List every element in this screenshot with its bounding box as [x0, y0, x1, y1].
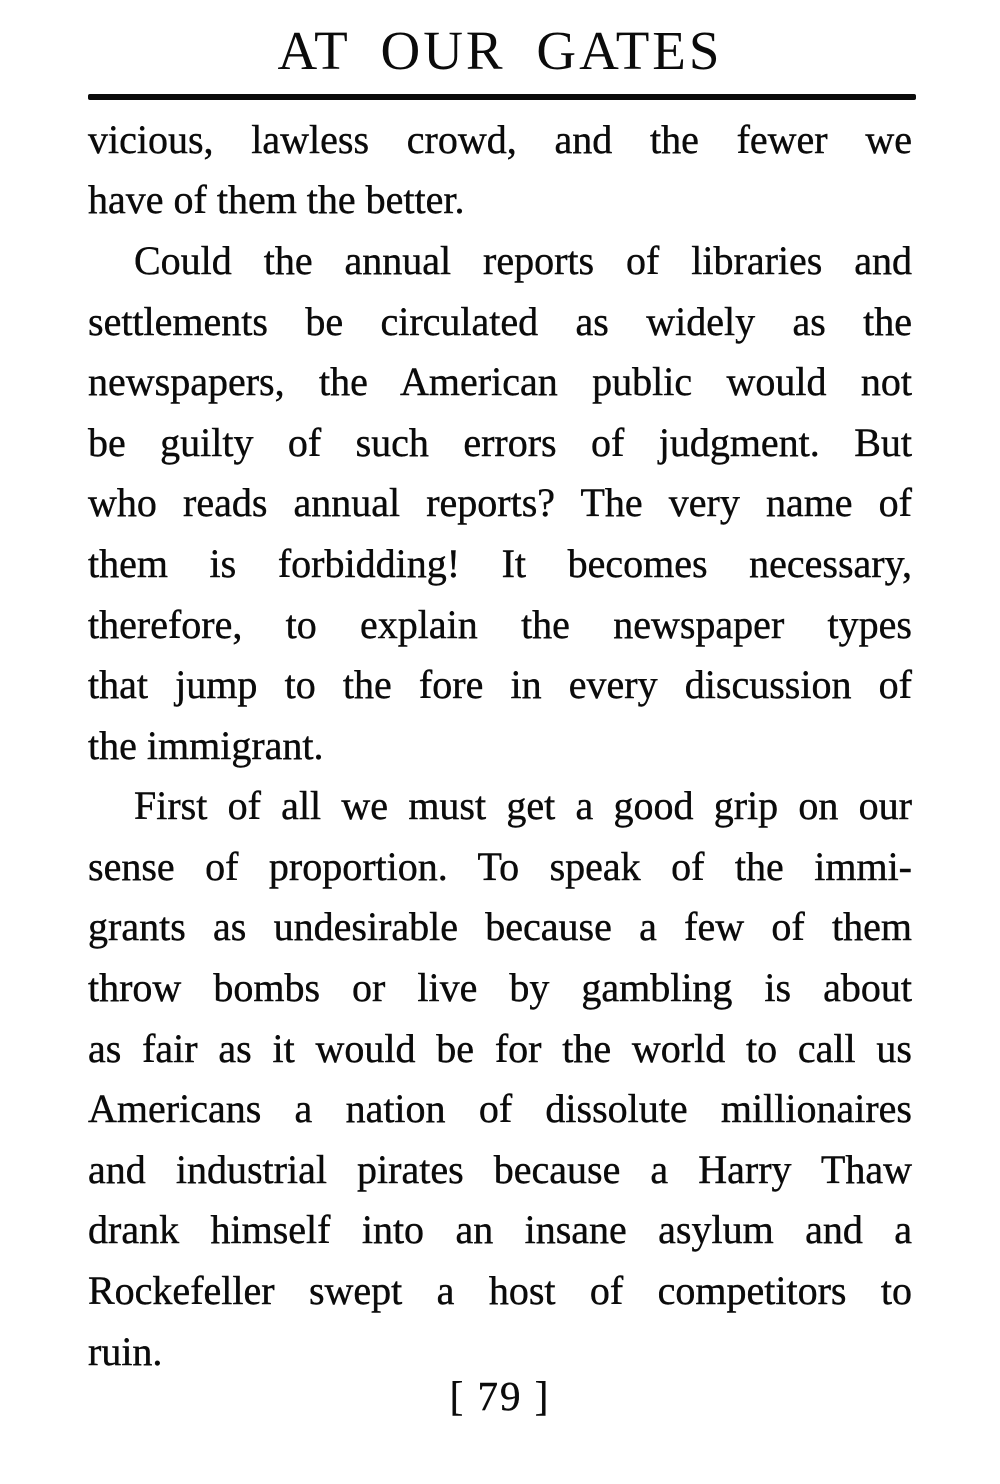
body-line: Could the annual reports of libraries and — [134, 237, 912, 283]
body-line: Americans a nation of dissolute millionaires — [88, 1086, 912, 1132]
body-line: settlements be circulated as widely as the — [88, 298, 912, 344]
body-line: as fair as it would be for the world to call us — [88, 1025, 912, 1071]
body-line: the immigrant. — [88, 722, 324, 768]
body-line: vicious, lawless crowd, and the fewer we — [88, 116, 912, 162]
body-line: ruin. — [88, 1328, 163, 1374]
body-line: grants as undesirable because a few of them — [88, 904, 912, 950]
body-line: be guilty of such errors of judgment. But — [88, 419, 912, 465]
page-body — [88, 110, 912, 1382]
body-line: Rockefeller swept a host of competitors to — [88, 1268, 912, 1314]
running-header-title: AT OUR GATES — [277, 20, 723, 81]
body-line: that jump to the fore in every discussion of — [88, 662, 912, 708]
body-line: sense of proportion. To speak of the immi- — [88, 843, 912, 889]
body-line: who reads annual reports? The very name of — [88, 480, 912, 526]
body-line: have of them the better. — [88, 177, 465, 223]
body-line: First of all we must get a good grip on our — [134, 783, 912, 829]
body-line: them is forbidding! It becomes necessary, — [88, 540, 912, 586]
header-rule — [88, 94, 916, 100]
body-line: therefore, to explain the newspaper types — [88, 601, 912, 647]
body-line: and industrial pirates because a Harry Thaw — [88, 1146, 912, 1192]
body-line: drank himself into an insane asylum and a — [88, 1207, 912, 1253]
page-number: [ 79 ] — [449, 1373, 551, 1419]
body-line: throw bombs or live by gambling is about — [88, 965, 912, 1011]
body-line: newspapers, the American public would not — [88, 359, 912, 405]
